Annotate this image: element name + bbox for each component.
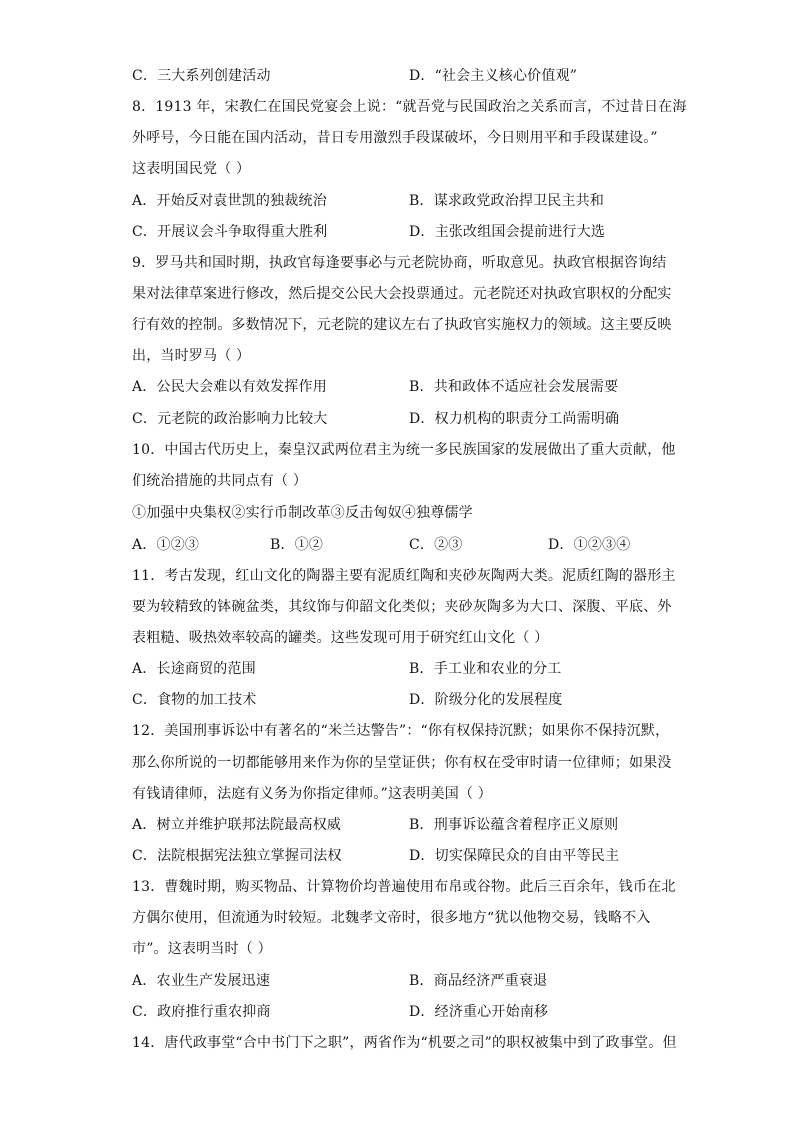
q11-stem-line-1: 11．考古发现，红山文化的陶器主要有泥质红陶和夹砂灰陶两大类。泥质红陶的器形主: [132, 568, 676, 584]
q9-option-d: D．权力机构的职责分工尚需明确: [409, 411, 620, 427]
q12-option-b: B．刑事诉讼蕴含着程序正义原则: [409, 817, 619, 833]
q13-option-d: D．经济重心开始南移: [409, 1004, 549, 1020]
q10-statements: ①加强中央集权②实行币制改革③反击匈奴④独尊儒学: [132, 505, 473, 521]
q13-option-a: A．农业生产发展迅速: [132, 973, 271, 989]
q11-stem-line-3: 表粗糙、吸热效率较高的罐类。这些发现可用于研究红山文化（ ）: [132, 630, 549, 646]
q9-option-a: A．公民大会难以有效发挥作用: [132, 379, 327, 395]
q9-stem-line-4: 出，当时罗马（ ）: [132, 348, 251, 364]
q8-option-d: D．主张改组国会提前进行大选: [409, 224, 606, 240]
q9-option-b: B．共和政体不适应社会发展需要: [409, 379, 619, 395]
q13-option-c: C．政府推行重农抑商: [132, 1004, 271, 1020]
q13-stem-line-1: 13．曹魏时期，购买物品、计算物价均普遍使用布帛或谷物。此后三百余年，钱币在北: [132, 879, 676, 895]
q11-stem-line-2: 要为较精致的钵碗盆类，其纹饰与仰韶文化类似；夹砂灰陶多为大口、深腹、平底、外: [132, 599, 672, 615]
q12-option-d: D．切实保障民众的自由平等民主: [409, 848, 620, 864]
q10-stem-line-1: 10．中国古代历史上，秦皇汉武两位君主为统一多民族国家的发展做出了重大贡献，他: [132, 442, 676, 458]
q9-stem-line-1: 9．罗马共和国时期，执政官每逢要事必与元老院协商，听取意见。执政官根据咨询结: [132, 255, 667, 271]
q9-stem-line-2: 果对法律草案进行修改，然后提交公民大会投票通过。元老院还对执政官职权的分配实: [132, 286, 672, 302]
q10-option-b: B．①②: [270, 537, 324, 553]
q12-stem-line-2: 那么你所说的一切都能够用来作为你的呈堂证供；你有权在受审时请一位律师；如果没: [132, 755, 672, 771]
q8-stem-line-1: 8．1913 年，宋教仁在国民党宴会上说：“就吾党与民国政治之关系而言，不过昔日在海: [132, 99, 687, 115]
q12-option-a: A．树立并维护联邦法院最高权威: [132, 817, 342, 833]
q11-option-a: A．长途商贸的范围: [132, 661, 256, 677]
q9-stem-line-3: 行有效的控制。多数情况下，元老院的建议左右了执政官实施权力的领域。这主要反映: [132, 317, 672, 333]
q11-option-b: B．手工业和农业的分工: [409, 661, 562, 677]
q13-stem-line-3: 市”。这表明当时（ ）: [132, 941, 272, 957]
q13-option-b: B．商品经济严重衰退: [409, 973, 548, 989]
q8-stem-line-2: 外呼号，今日能在国内活动，昔日专用激烈手段谋破坏，今日则用平和手段谋建设。”: [132, 130, 658, 146]
q8-stem-line-3: 这表明国民党（ ）: [132, 161, 251, 177]
q8-option-a: A．开始反对袁世凯的独裁统治: [132, 193, 327, 209]
q11-option-d: D．阶级分化的发展程度: [409, 692, 563, 708]
q10-option-d: D．①②③④: [548, 537, 631, 553]
q7-option-d: D．“社会主义核心价值观”: [409, 68, 578, 84]
q13-stem-line-2: 方偶尔使用，但流通为时较短。北魏孝文帝时，很多地方“犹以他物交易，钱略不入: [132, 910, 651, 926]
q12-option-c: C．法院根据宪法独立掌握司法权: [132, 848, 342, 864]
q9-option-c: C．元老院的政治影响力比较大: [132, 411, 328, 427]
q10-option-c: C．②③: [409, 537, 463, 553]
q8-option-b: B．谋求政党政治捍卫民主共和: [409, 193, 605, 209]
q10-option-a: A．①②③: [132, 537, 200, 553]
q14-stem-line-1: 14．唐代政事堂“合中书门下之职”，两省作为“机要之司”的职权被集中到了政事堂。但: [132, 1035, 677, 1051]
q11-option-c: C．食物的加工技术: [132, 692, 257, 708]
q8-option-c: C．开展议会斗争取得重大胜利: [132, 224, 328, 240]
q12-stem-line-3: 有钱请律师，法庭有义务为你指定律师。”这表明美国（ ）: [132, 786, 493, 802]
q7-option-c: C．三大系列创建活动: [132, 68, 271, 84]
q10-stem-line-2: 们统治措施的共同点有（ ）: [132, 473, 308, 489]
q12-stem-line-1: 12．美国刑事诉讼中有著名的“米兰达警告”：“你有权保持沉默；如果你不保持沉默，: [132, 723, 670, 739]
